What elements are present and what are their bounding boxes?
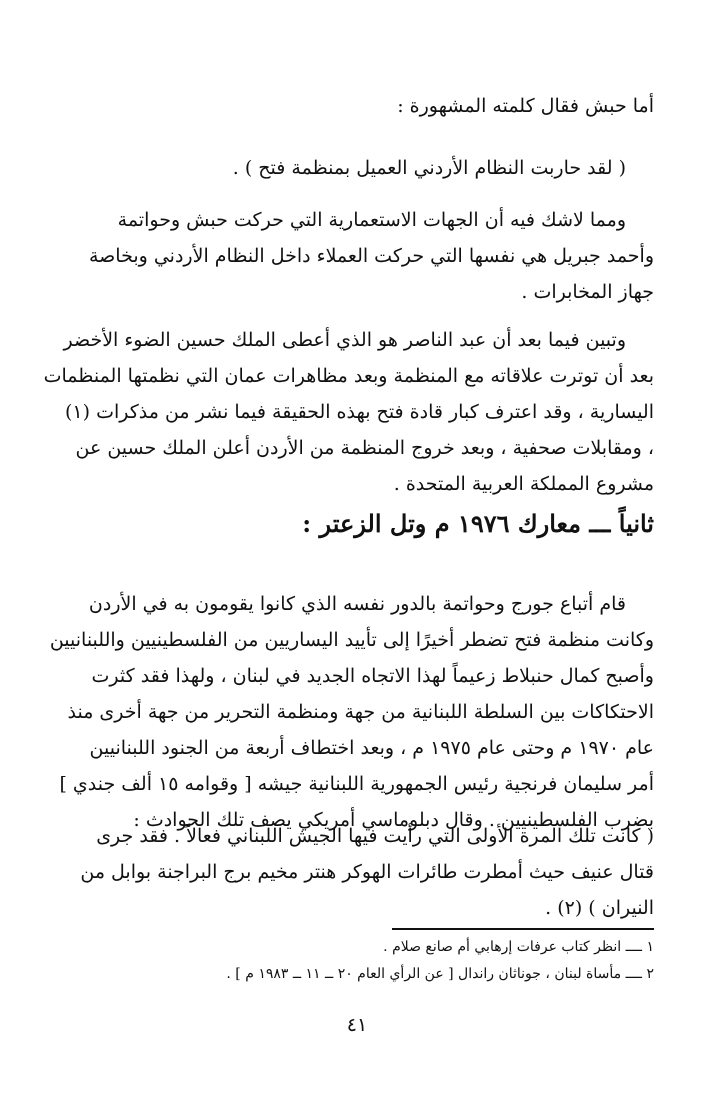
text-line: أما حبش فقال كلمته المشهورة : — [397, 95, 654, 117]
text-line: جهاز المخابرات . — [521, 281, 654, 303]
text-line: قتال عنيف حيث أمطرت طائرات الهوكر هنتر مخيم برج البراجنة بوابل من — [80, 861, 654, 883]
paragraph-4 — [43, 322, 654, 502]
text-line: اليسارية ، وقد اعترف كبار قادة فتح بهذه الحقيقة فيما نشر من مذكرات (١) — [64, 401, 654, 423]
paragraph-5 — [49, 586, 654, 838]
paragraph-3 — [88, 202, 654, 310]
page-number: ٤١ — [346, 1014, 368, 1036]
text-line: بعد أن توترت علاقاته مع المنظمة وبعد مظاهرات عمان التي نظمتها المنظمات — [43, 365, 654, 387]
text-line: وكانت منظمة فتح تضطر أخيرًا إلى تأييد اليساريين من الفلسطينيين واللبنانيين — [49, 629, 654, 651]
text-line: مشروع المملكة العربية المتحدة . — [393, 473, 654, 495]
paragraph-6-quote — [80, 818, 654, 926]
text-line: ( كانت تلك المرة الأولى التي رأيت فيها الجيش اللبناني فعالاً . فقد جرى — [96, 825, 654, 847]
text-line: أمر سليمان فرنجية رئيس الجمهورية اللبنانية جيشه [ وقوامه ١٥ ألف جندي ] — [59, 773, 654, 795]
paragraph-2-quote — [94, 150, 654, 186]
footnote-2: ٢ ــــ مأساة لبنان ، جوناثان راندال [ عن الرأي العام ٢٠ ــ ١١ ــ ١٩٨٣ م ] . — [226, 966, 654, 982]
text-line: ومما لاشك فيه أن الجهات الاستعمارية التي حركت حبش وحواتمة — [117, 209, 626, 231]
text-line: وأحمد جبريل هي نفسها التي حركت العملاء داخل النظام الأردني وبخاصة — [88, 245, 654, 267]
footnote-divider — [392, 928, 654, 930]
footnotes — [94, 934, 654, 988]
footnote-1: ١ ــــ انظر كتاب عرفات إرهابي أم صانع صلام . — [383, 939, 654, 955]
text-line: النيران ) (٢) . — [545, 897, 654, 919]
paragraph-1 — [94, 88, 654, 124]
section-heading-text: ثانياً ـــ معارك ١٩٧٦ م وتل الزعتر : — [302, 509, 654, 538]
text-line: الاحتكاكات بين السلطة اللبنانية من جهة ومنظمة التحرير من جهة أخرى منذ — [67, 701, 654, 723]
text-line: وتبين فيما بعد أن عبد الناصر هو الذي أعطى الملك حسين الضوء الأخضر — [63, 329, 626, 351]
text-line: ( لقد حاربت النظام الأردني العميل بمنظمة فتح ) . — [232, 157, 626, 179]
text-line: بضرب الفلسطينيين . وقال دبلوماسي أمريكي يصف تلك الحوادث : — [133, 809, 654, 831]
text-line: قام أتباع جورج وحواتمة بالدور نفسه الذي كانوا يقومون به في الأردن — [88, 593, 626, 615]
section-heading — [94, 504, 654, 544]
text-line: ، ومقابلات صحفية ، وبعد خروج المنظمة من الأردن أعلن الملك حسين عن — [75, 437, 654, 459]
text-line: وأصبح كمال حنبلاط زعيماً لهذا الاتجاه الجديد في لبنان ، ولهذا فقد كثرت — [91, 665, 654, 687]
text-line: عام ١٩٧٠ م وحتى عام ١٩٧٥ م ، وبعد اختطاف أربعة من الجنود اللبنانيين — [89, 737, 654, 759]
